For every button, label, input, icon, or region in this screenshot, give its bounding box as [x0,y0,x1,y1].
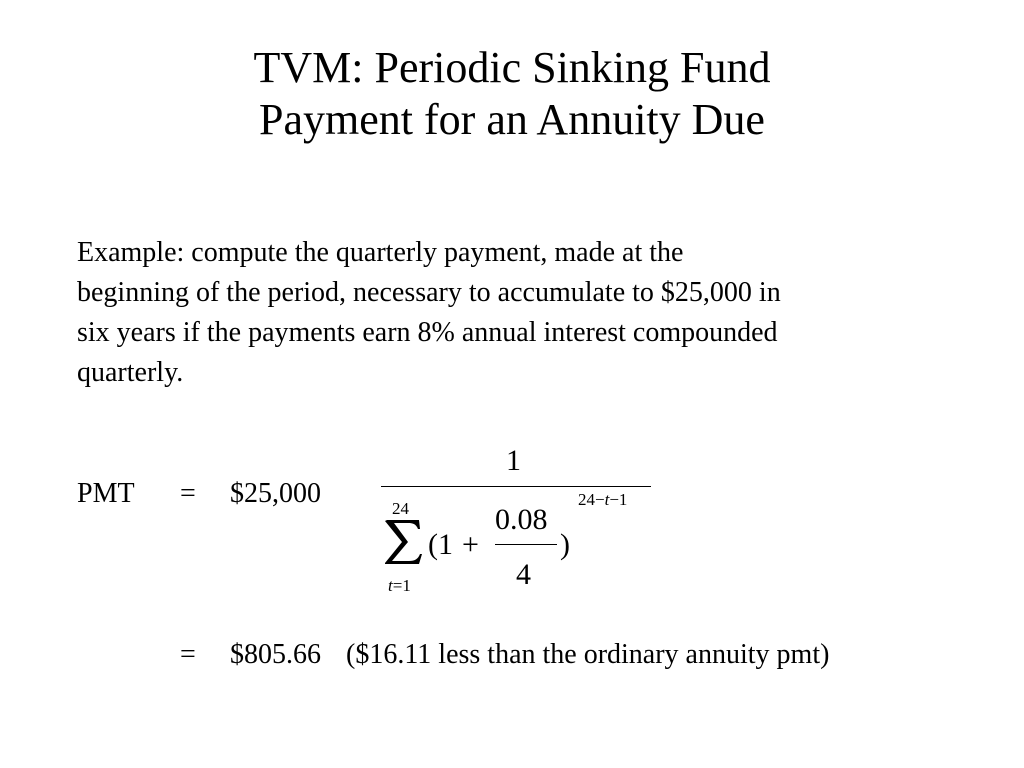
sum-index-var: t [388,576,393,595]
pmt-amount: $25,000 [230,478,321,509]
sum-lower-limit [388,577,411,594]
exponent [578,491,627,508]
result-value: $805.66 [230,639,321,670]
example-line-3: six years if the payments earn 8% annual interest compounded [77,317,778,348]
title-line-1: TVM: Periodic Sinking Fund [253,43,771,92]
example-paragraph [77,233,977,393]
exponent-suffix: −1 [609,490,628,509]
exponent-var: t [604,490,610,509]
example-line-2: beginning of the period, necessary to accumulate to $25,000 in [77,277,781,308]
term-plus: + [462,528,479,561]
example-line-4: quarterly. [77,357,184,388]
result-note: ($16.11 less than the ordinary annuity pmt) [346,639,830,670]
title-line-2: Payment for an Annuity Due [259,95,765,144]
summation-sigma-icon [383,518,423,566]
pmt-label: PMT [77,478,135,509]
example-line-1: Example: compute the quarterly payment, made at the [77,237,684,268]
term-close: ) [560,528,570,561]
sum-index-start: =1 [392,576,411,595]
term-open: (1 [428,528,453,561]
exponent-minus: − [595,490,605,509]
result-equals-sign: = [180,639,196,670]
exponent-prefix: 24 [578,490,595,509]
rate-numerator: 0.08 [495,503,548,536]
pmt-equals-sign: = [180,478,196,509]
main-fraction-bar [381,486,651,487]
rate-denominator: 4 [516,558,531,591]
fraction-numerator: 1 [506,444,521,477]
slide-title [0,42,1024,146]
sum-upper-limit: 24 [392,499,409,518]
rate-fraction-bar [495,544,557,545]
